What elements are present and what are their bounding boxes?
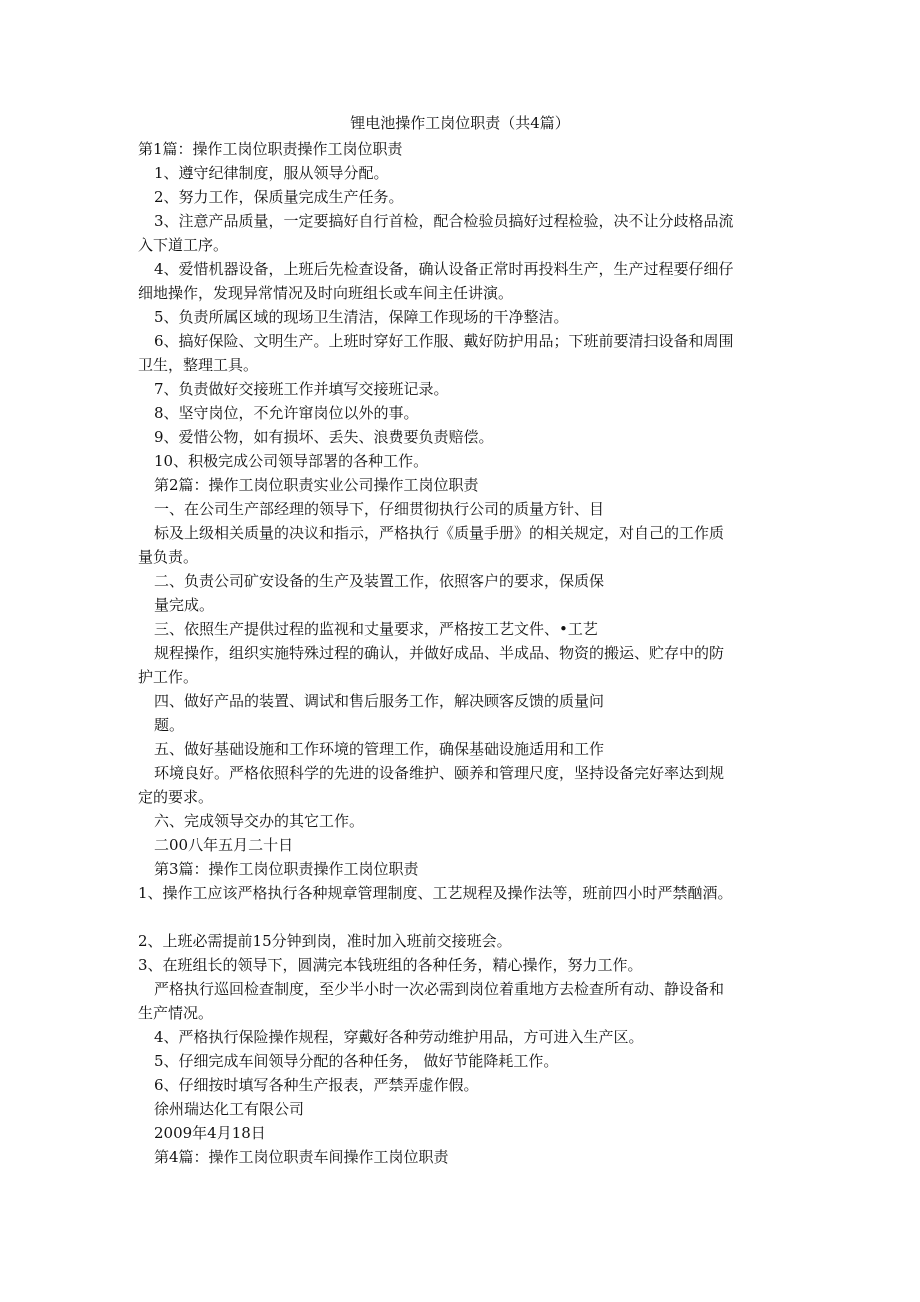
text-line: 题。: [154, 716, 185, 734]
text-line: 第1篇：操作工岗位职责操作工岗位职责: [138, 140, 403, 158]
text-line: 入下道工序。: [138, 236, 229, 254]
text-line: 规程操作，组织实施特殊过程的确认，并做好成品、半成品、物资的搬运、贮存中的防: [154, 644, 725, 662]
text-line: 6、搞好保险、文明生产。上班时穿好工作服、戴好防护用品；下班前要清扫设备和周围: [154, 332, 734, 350]
text-line: 二00八年五月二十日: [154, 836, 294, 854]
text-line: 3、在班组长的领导下，圆满完本钱班组的各种任务，精心操作，努力工作。: [138, 956, 643, 974]
text-line: 三、依照生产提供过程的监视和丈量要求，严格按工艺文件、•工艺: [154, 620, 598, 638]
text-line: 10、积极完成公司领导部署的各种工作。: [154, 452, 429, 470]
text-line: 严格执行巡回检查制度，至少半小时一次必需到岗位着重地方去检查所有动、静设备和: [154, 980, 725, 998]
text-line: 5、仔细完成车间领导分配的各种任务， 做好节能降耗工作。: [154, 1052, 559, 1070]
blank-line: [138, 905, 798, 929]
text-line: 第3篇：操作工岗位职责操作工岗位职责: [154, 860, 419, 878]
text-line: 徐州瑞达化工有限公司: [154, 1100, 305, 1118]
text-line: 二、负责公司矿安设备的生产及装置工作，依照客户的要求，保质保: [154, 572, 605, 590]
text-line: 第4篇：操作工岗位职责车间操作工岗位职责: [154, 1148, 449, 1166]
text-line: 五、做好基础设施和工作环境的管理工作，确保基础设施适用和工作: [154, 740, 605, 758]
text-line: 细地操作，发现异常情况及时向班组长或车间主任讲演。: [138, 284, 514, 302]
text-line: 2、上班必需提前15分钟到岗，准时加入班前交接班会。: [138, 932, 512, 950]
text-line: 8、坚守岗位，不允许窜岗位以外的事。: [154, 404, 419, 422]
text-line: 量负责。: [138, 548, 199, 566]
text-line: 7、负责做好交接班工作并填写交接班记录。: [154, 380, 449, 398]
text-line: 环境良好。严格依照科学的先进的设备维护、颐养和管理尺度，坚持设备完好率达到规: [154, 764, 725, 782]
text-line: 第2篇：操作工岗位职责实业公司操作工岗位职责: [154, 476, 479, 494]
text-line: 2、努力工作，保质量完成生产任务。: [154, 188, 404, 206]
text-line: 量完成。: [154, 596, 215, 614]
text-line: 3、注意产品质量，一定要搞好自行首检，配合检验员搞好过程检验，决不让分歧格品流: [154, 212, 734, 230]
text-line: 4、爱惜机器设备，上班后先检查设备，确认设备正常时再投料生产，生产过程要仔细仔: [154, 260, 734, 278]
text-line: 四、做好产品的装置、调试和售后服务工作，解决顾客反馈的质量问: [154, 692, 605, 710]
text-line: 标及上级相关质量的决议和指示，严格执行《质量手册》的相关规定，对自己的工作质: [154, 524, 725, 542]
text-line: 2009年4月18日: [154, 1124, 266, 1142]
text-line: 定的要求。: [138, 788, 214, 806]
text-line: 6、仔细按时填写各种生产报表，严禁弄虚作假。: [154, 1076, 479, 1094]
text-line: 六、完成领导交办的其它工作。: [154, 812, 365, 830]
text-line: 1、遵守纪律制度，服从领导分配。: [154, 164, 389, 182]
text-line: 1、操作工应该严格执行各种规章管理制度、工艺规程及操作法等，班前四小时严禁酗酒。: [138, 884, 733, 902]
text-line: 卫生，整理工具。: [138, 356, 259, 374]
document-body: [138, 137, 798, 1169]
text-line: 一、在公司生产部经理的领导下，仔细贯彻执行公司的质量方针、目: [154, 500, 605, 518]
text-line: 生产情况。: [138, 1004, 214, 1022]
text-line: 5、负责所属区域的现场卫生清洁，保障工作现场的干净整洁。: [154, 308, 569, 326]
text-line: 4、严格执行保险操作规程，穿戴好各种劳动维护用品，方可进入生产区。: [154, 1028, 644, 1046]
text-line: 9、爱惜公物，如有损坏、丢失、浪费要负责赔偿。: [154, 428, 494, 446]
text-line: 护工作。: [138, 668, 199, 686]
document-title: 锂电池操作工岗位职责（共4篇）: [350, 114, 570, 132]
